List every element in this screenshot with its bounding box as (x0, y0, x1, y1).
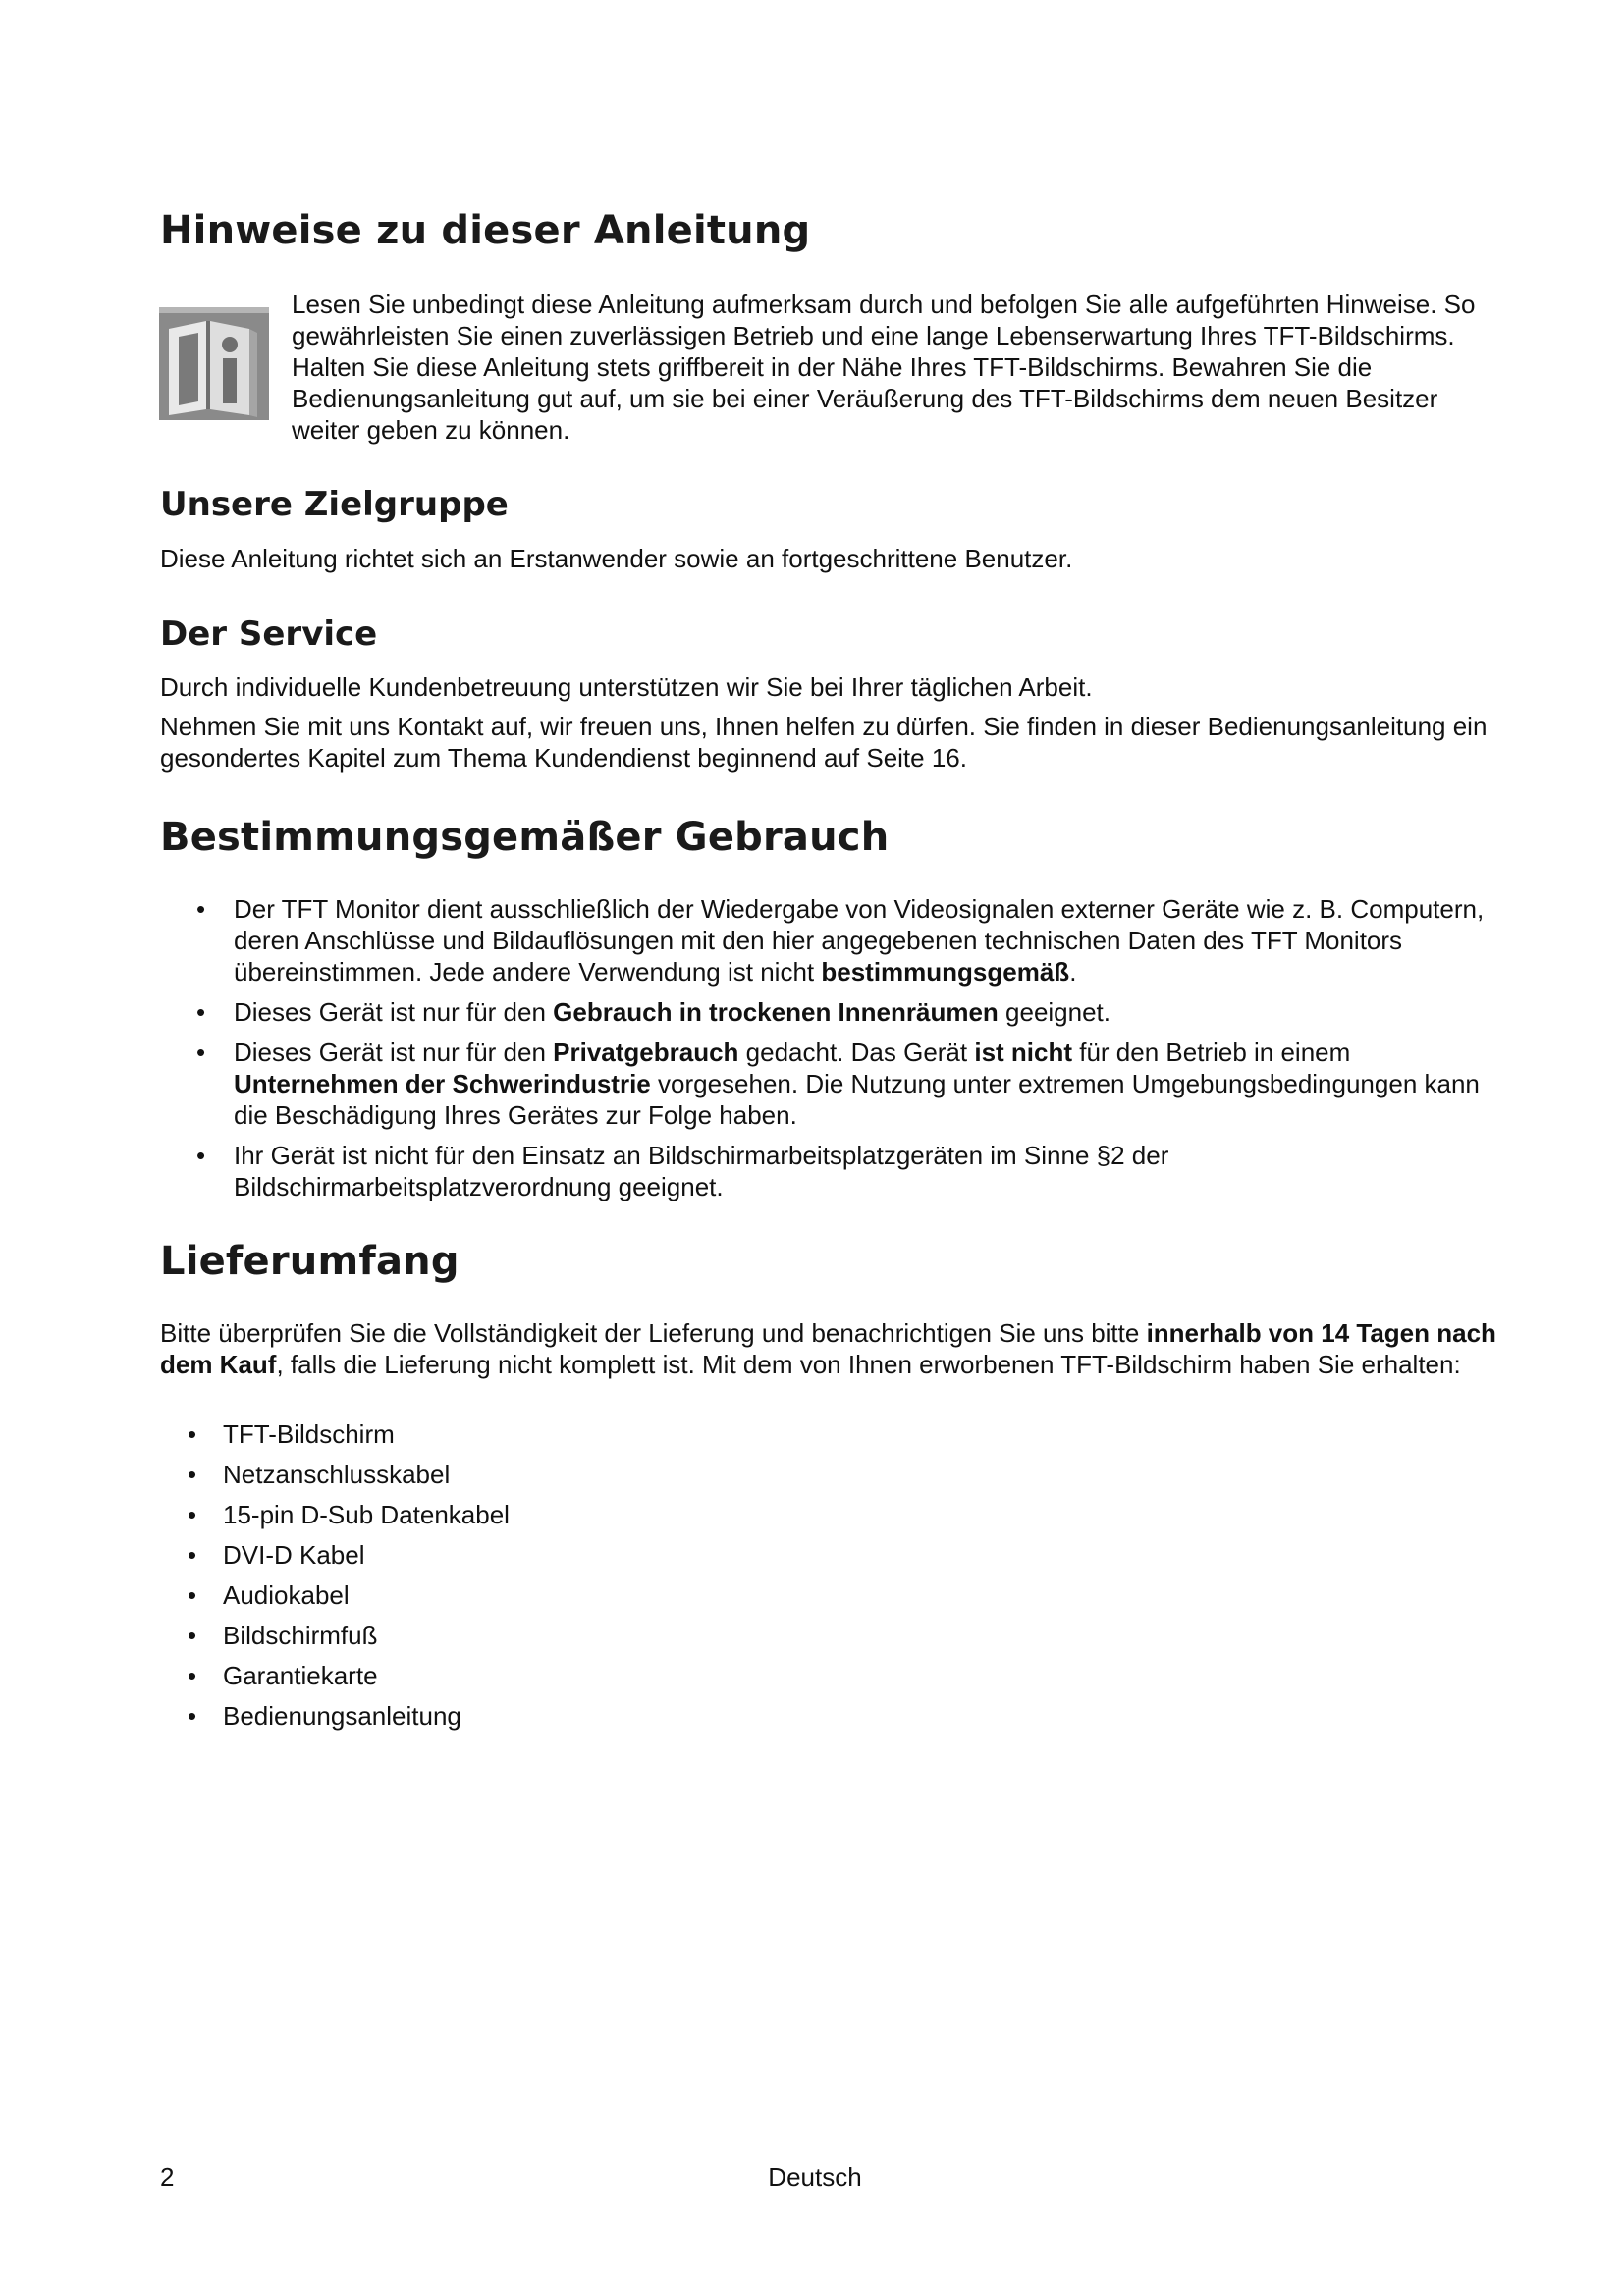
delivery-item-label: Audiokabel (223, 1580, 350, 1610)
bullet-icon: • (188, 1621, 197, 1650)
delivery-item-label: 15-pin D-Sub Datenkabel (223, 1500, 510, 1529)
info-book-icon (159, 307, 269, 420)
usage-item-text: gedacht. Das Gerät (738, 1038, 975, 1067)
delivery-item (160, 1539, 510, 1579)
section-title-zielgruppe: Unsere Zielgruppe (160, 485, 509, 524)
service-paragraph-2: Nehmen Sie mit uns Kontakt auf, wir freuen uns, Ihnen helfen zu dürfen. Sie finden in dieser Bedienungsanleitung ein gesondertes Kapitel zum Thema Kundendienst beginnend auf Seite 16. (160, 712, 1488, 773)
bullet-icon: • (196, 997, 206, 1027)
usage-item-1 (160, 893, 1505, 988)
bullet-icon: • (188, 1460, 197, 1489)
delivery-item (160, 1459, 510, 1499)
section-title-hinweise: Hinweise zu dieser Anleitung (160, 208, 811, 253)
delivery-item-label: Bedienungsanleitung (223, 1701, 461, 1731)
usage-item-bold: Unternehmen der Schwerindustrie (234, 1069, 651, 1098)
delivery-item (160, 1579, 510, 1620)
usage-list (160, 893, 1505, 1211)
usage-item-text: vorgesehen. Die Nutzung unter extremen Umgebungsbedingungen kann die Beschädigung Ihres Gerätes zur Folge haben. (234, 1069, 1480, 1130)
footer-language: Deutsch (768, 2163, 862, 2192)
delivery-item (160, 1499, 510, 1539)
usage-item-3 (160, 1037, 1505, 1131)
intro-paragraph: Lesen Sie unbedingt diese Anleitung aufmerksam durch und befolgen Sie alle aufgeführten Hinweise. So gewährleisten Sie einen zuverlässigen Betrieb und eine lange Lebenserwartung Ihres TFT-Bildschirms. Halten Sie diese Anleitung stets griffbereit in der Nähe Ihres TFT-Bildschirms. Bewahren Sie die Bedienungsanleitung gut auf, um sie bei einer Veräußerung des TFT-Bildschirms dem neuen Besitzer weiter geben zu können. (292, 290, 1476, 445)
lieferumfang-paragraph (160, 1317, 1500, 1380)
section-title-gebrauch: Bestimmungsgemäßer Gebrauch (160, 815, 890, 860)
usage-item-text: geeignet. (998, 997, 1111, 1027)
delivery-item (160, 1418, 510, 1459)
lieferumfang-bold: innerhalb von 14 Tagen nach dem Kauf (160, 1318, 1496, 1379)
bullet-icon: • (188, 1580, 197, 1610)
usage-item-4 (160, 1140, 1505, 1202)
usage-item-text: Dieses Gerät ist nur für den (234, 997, 554, 1027)
bullet-icon: • (188, 1701, 197, 1731)
delivery-item-label: TFT-Bildschirm (223, 1419, 395, 1449)
section-title-service: Der Service (160, 614, 378, 654)
delivery-item (160, 1620, 510, 1660)
delivery-item (160, 1700, 510, 1740)
delivery-item-label: Garantiekarte (223, 1661, 378, 1690)
delivery-item-label: Bildschirmfuß (223, 1621, 378, 1650)
bullet-icon: • (188, 1661, 197, 1690)
usage-item-text: für den Betrieb in einem (1072, 1038, 1351, 1067)
bullet-icon: • (196, 1141, 206, 1170)
usage-item-bold: Gebrauch in trockenen Innenräumen (553, 997, 999, 1027)
bullet-icon: • (188, 1500, 197, 1529)
bullet-icon: • (196, 894, 206, 924)
delivery-list (160, 1418, 510, 1740)
usage-item-bold: Privatgebrauch (553, 1038, 739, 1067)
lieferumfang-text: Bitte überprüfen Sie die Vollständigkeit der Lieferung und benachrichtigen Sie uns bitte (160, 1318, 1147, 1348)
delivery-item-label: Netzanschlusskabel (223, 1460, 451, 1489)
footer-page-number: 2 (160, 2163, 175, 2192)
service-paragraph-1: Durch individuelle Kundenbetreuung unterstützen wir Sie bei Ihrer täglichen Arbeit. (160, 672, 1093, 702)
bullet-icon: • (188, 1419, 197, 1449)
zielgruppe-paragraph: Diese Anleitung richtet sich an Erstanwender sowie an fortgeschrittene Benutzer. (160, 544, 1073, 573)
usage-item-bold: ist nicht (974, 1038, 1073, 1067)
usage-item-2 (160, 996, 1505, 1028)
delivery-item-label: DVI-D Kabel (223, 1540, 365, 1570)
usage-item-bold: bestimmungsgemäß (821, 957, 1070, 987)
usage-item-text: Ihr Gerät ist nicht für den Einsatz an Bildschirmarbeitsplatzgeräten im Sinne §2 der Bildschirmarbeitsplatzverordnung geeignet. (234, 1141, 1169, 1201)
section-title-lieferumfang: Lieferumfang (160, 1239, 460, 1284)
usage-item-text: . (1069, 957, 1077, 987)
usage-item-text: Dieses Gerät ist nur für den (234, 1038, 554, 1067)
lieferumfang-text: , falls die Lieferung nicht komplett ist. Mit dem von Ihnen erworbenen TFT-Bildschirm haben Sie erhalten: (276, 1350, 1461, 1379)
usage-item-text: Der TFT Monitor dient ausschließlich der Wiedergabe von Videosignalen externer Geräte wie z. B. Computern, deren Anschlüsse und Bildauflösungen mit den hier angegebenen technischen Daten des TFT Monitors übereinstimmen. Jede andere Verwendung ist nicht (234, 894, 1485, 987)
bullet-icon: • (188, 1540, 197, 1570)
bullet-icon: • (196, 1038, 206, 1067)
delivery-item (160, 1660, 510, 1700)
